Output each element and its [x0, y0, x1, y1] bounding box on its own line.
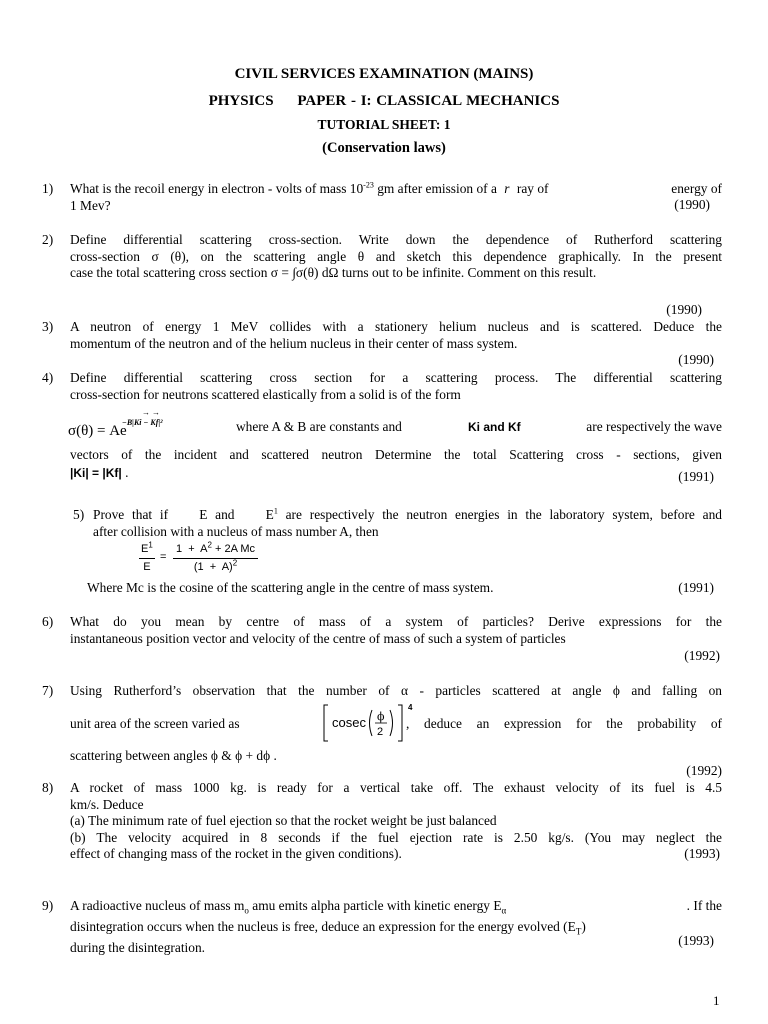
question-text-line: scattering between angles ϕ & ϕ + dϕ .	[70, 747, 277, 763]
question-2	[42, 232, 722, 317]
question-number: 9)	[42, 898, 54, 913]
q1-text-a: What is the recoil energy in electron - volts of mass 10	[70, 181, 364, 196]
q5-frac-left-num: E	[141, 543, 149, 555]
question-year: (1992)	[684, 648, 720, 663]
q7-phi: ϕ	[377, 709, 385, 723]
q4-given-expression: |Ki| = |Kf|	[70, 465, 122, 480]
q4-formula-row	[70, 403, 722, 445]
q9-text-d: disintegration occurs when the nucleus is free, deduce an expression for the energy evolved (E	[70, 919, 576, 935]
question-9	[42, 898, 722, 957]
q4-text-where: where A & B are constants and	[236, 419, 402, 434]
question-year: (1993)	[684, 846, 720, 861]
q7-cosec-formula	[322, 702, 406, 744]
q1-text-d: energy of	[671, 181, 722, 196]
question-text-line: km/s. Deduce	[70, 796, 144, 812]
q5-frac-left-den: E	[143, 560, 151, 573]
paper-title	[0, 93, 768, 110]
question-year: (1990)	[678, 352, 714, 367]
q5-frac-left-sup: 1	[148, 540, 153, 550]
question-text-line: Where Mc is the cosine of the scattering angle in the centre of mass system.	[87, 580, 494, 595]
question-number: 8)	[42, 780, 54, 795]
question-text-line: case the total scattering cross section σ = ∫σ(θ) dΩ turns out to be infinite. Comment on this result.	[70, 265, 597, 280]
q1-text-b: gm after emission of a	[377, 181, 497, 196]
topic-title: (Conservation laws)	[322, 140, 446, 156]
q9-text-c: . If the	[686, 898, 722, 913]
question-number: 7)	[42, 683, 54, 698]
question-year: (1990)	[666, 302, 702, 317]
q4-vector-arrows: → →	[142, 408, 160, 417]
q5-text-b: are respectively the neutron energies in the laboratory system, before and	[285, 507, 722, 522]
q9-sub-t: T	[575, 926, 582, 937]
question-text-line: vectors of the incident and scattered neutron Determine the total Scattering cross - sections, given	[70, 447, 722, 462]
q1-text-c: ray of	[516, 181, 549, 196]
q7-power: 4	[408, 702, 413, 712]
question-text-line	[93, 507, 722, 524]
q5-frac-right-num: 1 + A	[176, 543, 208, 555]
question-text-line: after collision with a nucleus of mass number A, then	[93, 523, 379, 539]
question-year: (1992)	[686, 763, 722, 778]
question-text-line: Define differential scattering cross section for a scattering process. The differential scattering	[70, 370, 722, 385]
question-text-line: momentum of the neutron and of the helium nucleus in their center of mass system.	[70, 335, 518, 351]
q4-given	[70, 465, 722, 482]
q1-text-e: 1 Mev?	[70, 197, 111, 213]
question-text-line	[70, 919, 722, 940]
q9-text-b: amu emits alpha particle with kinetic energy E	[252, 898, 502, 913]
q5-frac-right-num-sup: 2	[207, 540, 212, 550]
q7-two: 2	[377, 725, 384, 738]
question-text-line: instantaneous position vector and velocity of the centre of mass of such a system of particles	[70, 630, 566, 646]
question-8	[42, 780, 722, 863]
question-number: 3)	[42, 319, 54, 334]
q5-text-a: Prove that if E and E	[93, 507, 274, 522]
question-year: (1991)	[678, 580, 714, 595]
question-text-line: (a) The minimum rate of fuel ejection so that the rocket weight be just balanced	[70, 813, 497, 828]
q4-formula: σ(θ) = Ae	[68, 423, 127, 439]
q1-gamma-symbol: r	[504, 181, 510, 196]
q7-text-a: unit area of the screen varied as	[70, 715, 240, 731]
q5-fraction-left	[139, 541, 155, 575]
q4-text-wave: are respectively the wave	[586, 419, 722, 434]
question-text-line: A neutron of energy 1 MeV collides with a stationery helium nucleus and is scattered. Deduce the	[70, 319, 722, 334]
question-text-line: Using Rutherford’s observation that the number of α - particles scattered at angle ϕ and falling on	[70, 683, 722, 698]
q9-text-a: A radioactive nucleus of mass m	[70, 898, 245, 913]
paper-title-text: PHYSICS PAPER - I: CLASSICAL MECHANICS	[208, 93, 560, 109]
question-text-line: A rocket of mass 1000 kg. is ready for a vertical take off. The exhaust velocity of its fuel is 4.5	[70, 780, 722, 795]
question-year: (1993)	[678, 933, 714, 948]
q4-exponent: −B|Ki − Kf|²	[122, 418, 163, 427]
question-text-line: during the disintegration.	[70, 940, 205, 956]
q5-frac-right-den: (1 + A)	[193, 560, 233, 573]
q4-given-period: .	[121, 464, 129, 480]
question-text-line: effect of changing mass of the rocket in the given conditions).	[70, 846, 402, 861]
q7-cosec: cosec	[332, 714, 366, 730]
question-1	[42, 180, 722, 214]
question-text-line: cross-section for neutrons scattered elastically from a solid is of the form	[70, 386, 461, 402]
q9-text-e: )	[581, 919, 586, 935]
question-year: (1991)	[678, 469, 714, 484]
q9-sub-o: o	[244, 905, 249, 916]
q5-sup: 1	[273, 506, 278, 516]
question-6	[42, 614, 722, 663]
q5-fraction-right	[173, 541, 258, 575]
question-text-line: cross-section σ (θ), on the scattering angle θ and sketch this dependence graphically. In the present	[70, 248, 722, 264]
question-year: (1990)	[674, 197, 710, 212]
sheet-title: TUTORIAL SHEET: 1	[317, 117, 451, 132]
question-text-line: (b) The velocity acquired in 8 seconds if the fuel ejection rate is 2.50 kg/s. (You may neglect the	[70, 829, 722, 845]
question-number: 4)	[42, 370, 54, 385]
q9-sub-alpha: α	[501, 905, 507, 916]
question-number: 1)	[42, 181, 54, 196]
question-4	[42, 370, 722, 484]
exam-title: CIVIL SERVICES EXAMINATION (MAINS)	[234, 66, 534, 82]
q5-frac-right-num-rest: + 2A Mc	[211, 543, 256, 555]
q7-text-b: , deduce an expression for the probability of	[406, 715, 722, 731]
q5-equals: =	[160, 551, 167, 563]
question-text-line	[70, 181, 722, 198]
q5-frac-right-den-sup: 2	[232, 557, 238, 567]
question-number: 6)	[42, 614, 54, 629]
q4-vectors: Ki and Kf	[468, 420, 521, 434]
question-number: 5)	[73, 507, 85, 522]
question-text-line: What do you mean by centre of mass of a system of particles? Derive expressions for the	[70, 614, 722, 629]
page-number: 1	[713, 993, 720, 1008]
question-text-line: Define differential scattering cross-section. Write down the dependence of Rutherford scattering	[70, 232, 722, 247]
q7-formula-row	[70, 700, 722, 744]
q1-exponent: -23	[363, 180, 374, 190]
question-text-line	[70, 898, 722, 919]
question-number: 2)	[42, 232, 54, 247]
question-3	[42, 319, 722, 367]
question-7	[42, 683, 722, 778]
